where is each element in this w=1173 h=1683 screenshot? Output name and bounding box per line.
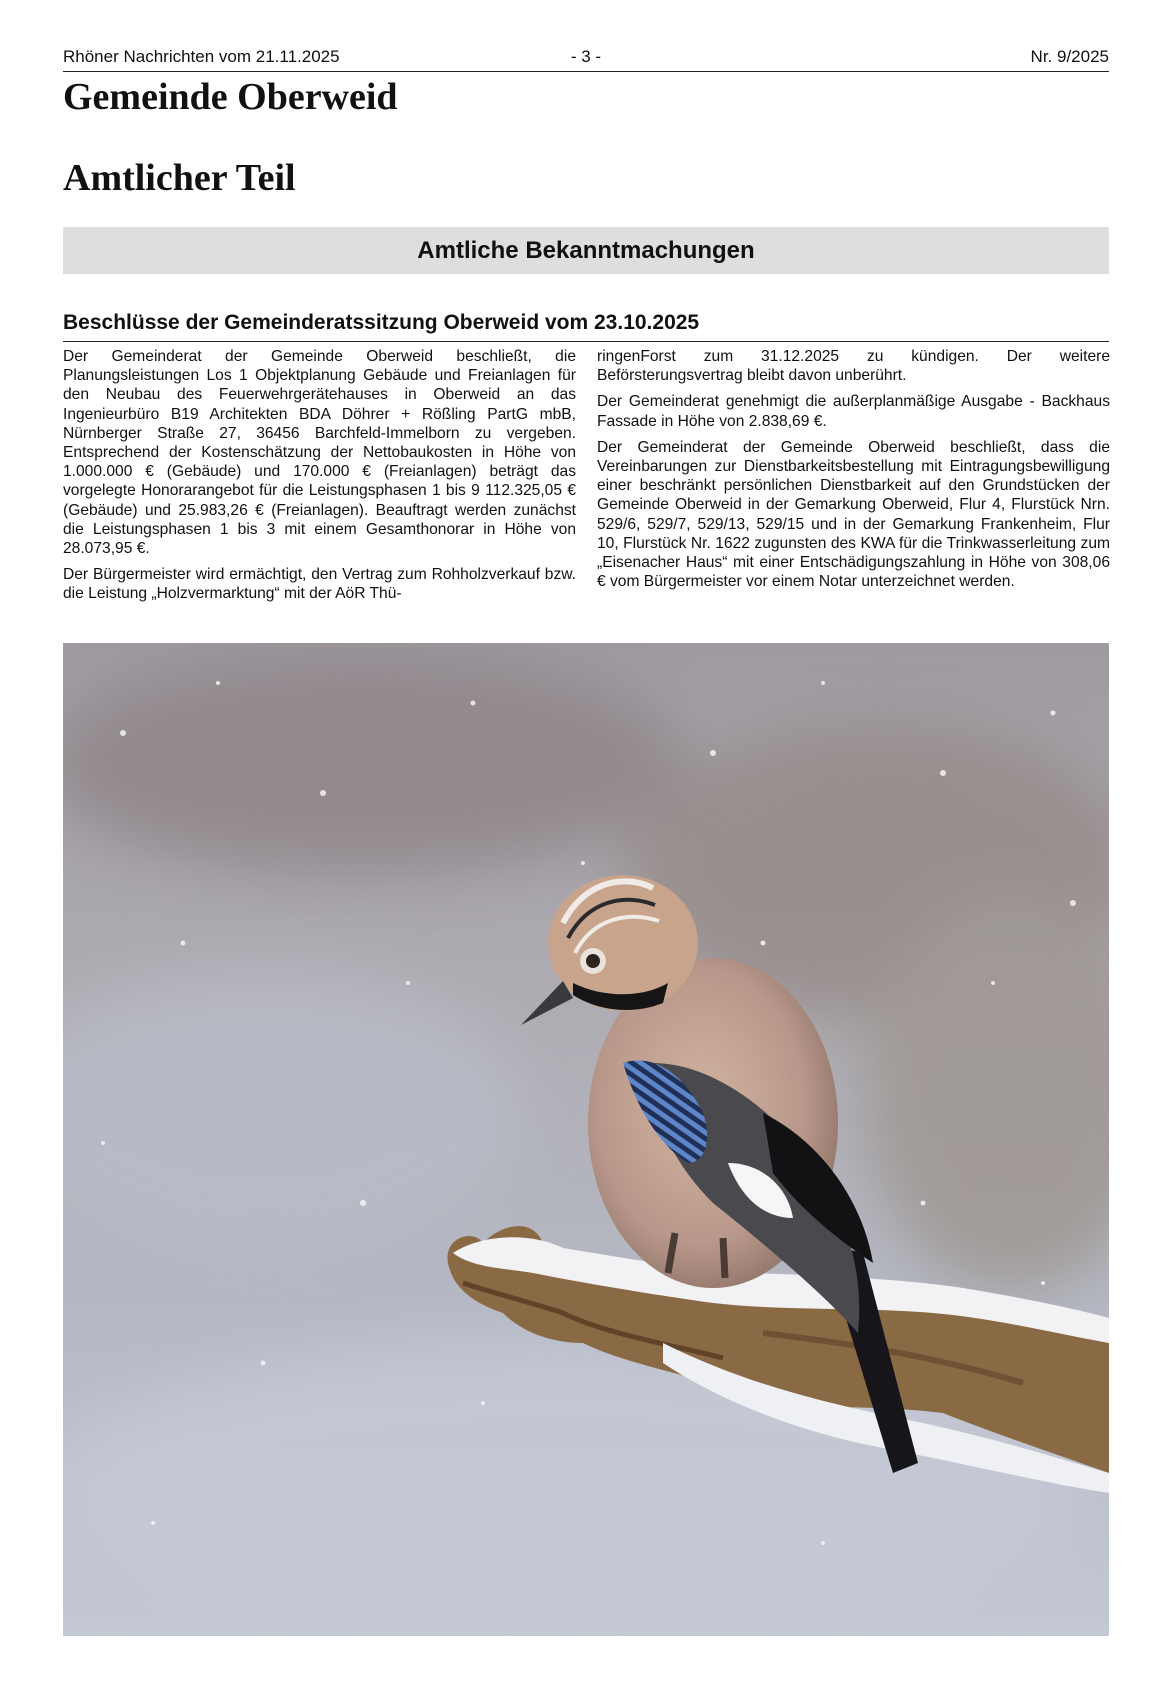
paragraph-timber-contract-continued: ringenForst zum 31.12.2025 zu kündigen. Der weitere Beförsterungsvertrag bleibt davon unberührt.: [597, 348, 1110, 385]
paragraph-backhaus-expense: Der Gemeinderat genehmigt die außerplanmäßige Ausgabe - Backhaus Fassade in Höhe von 2.838,69 €.: [597, 393, 1110, 430]
article-title: Beschlüsse der Gemeinderatssitzung Oberweid vom 23.10.2025: [63, 309, 1109, 342]
municipality-title: Gemeinde Oberweid: [63, 76, 398, 118]
paragraph-planning-award: Der Gemeinderat der Gemeinde Oberweid beschließt, die Planungsleistungen Los 1 Objektplanung Gebäude und Freianlagen für den Neubau des Feuerwehrgerätehauses in Oberweid an das Ingenieurbüro B19 Architekten BDA Döhrer + Rößling PartG mbB, Nürnberger Straße 27, 36456 Barchfeld-Immelborn zu vergeben. Entsprechend der Kostenschätzung der Nettobaukosten in Höhe von 1.000.000 € (Gebäude) und 170.000 € (Freianlagen) beträgt das vorgelegte Honorarangebot für die Leistungsphasen 1 bis 9 112.325,05 € (Gebäude) und 25.983,26 € (Freianlagen). Beauftragt werden zunächst die Leistungsphasen 1 bis 3 mit einem Gesamthonorar in Höhe von 28.073,95 €.: [63, 348, 576, 558]
page-number: - 3 -: [570, 47, 602, 66]
announcements-banner: Amtliche Bekanntmachungen: [63, 227, 1109, 274]
article-left-column: [63, 347, 576, 611]
section-title: Amtlicher Teil: [63, 157, 296, 199]
jay-bird-photo: [63, 643, 1109, 1636]
jay-bird-illustration: [63, 643, 1109, 1636]
issue-number: Nr. 9/2025: [1030, 47, 1109, 66]
paragraph-easement: Der Gemeinderat der Gemeinde Oberweid beschließt, dass die Vereinbarungen zur Dienstbarkeitsbestellung mit Eintragungsbewilligung einer beschränkt persönlichen Dienstbarkeit auf den Grundstücken der Gemeinde Oberweid in der Gemarkung Oberweid, Flur 4, Flurstück Nrn. 529/6, 529/7, 529/13, 529/15 und in der Gemarkung Frankenheim, Flur 10, Flurstück Nr. 1622 zugunsten des KWA für die Trinkwasserleitung zum „Eisenacher Haus“ mit einer Entschädigungszahlung in Höhe von 308,06 € vom Bürgermeister vor einem Notar unterzeichnet werden.: [597, 438, 1110, 591]
publication-date: Rhöner Nachrichten vom 21.11.2025: [63, 47, 340, 66]
paragraph-timber-contract: Der Bürgermeister wird ermächtigt, den Vertrag zum Rohholzverkauf bzw. die Leistung „Holzvermarktung“ mit der AöR Thü-: [63, 566, 576, 603]
article-right-column: [597, 347, 1110, 598]
page-header: [63, 47, 1109, 72]
